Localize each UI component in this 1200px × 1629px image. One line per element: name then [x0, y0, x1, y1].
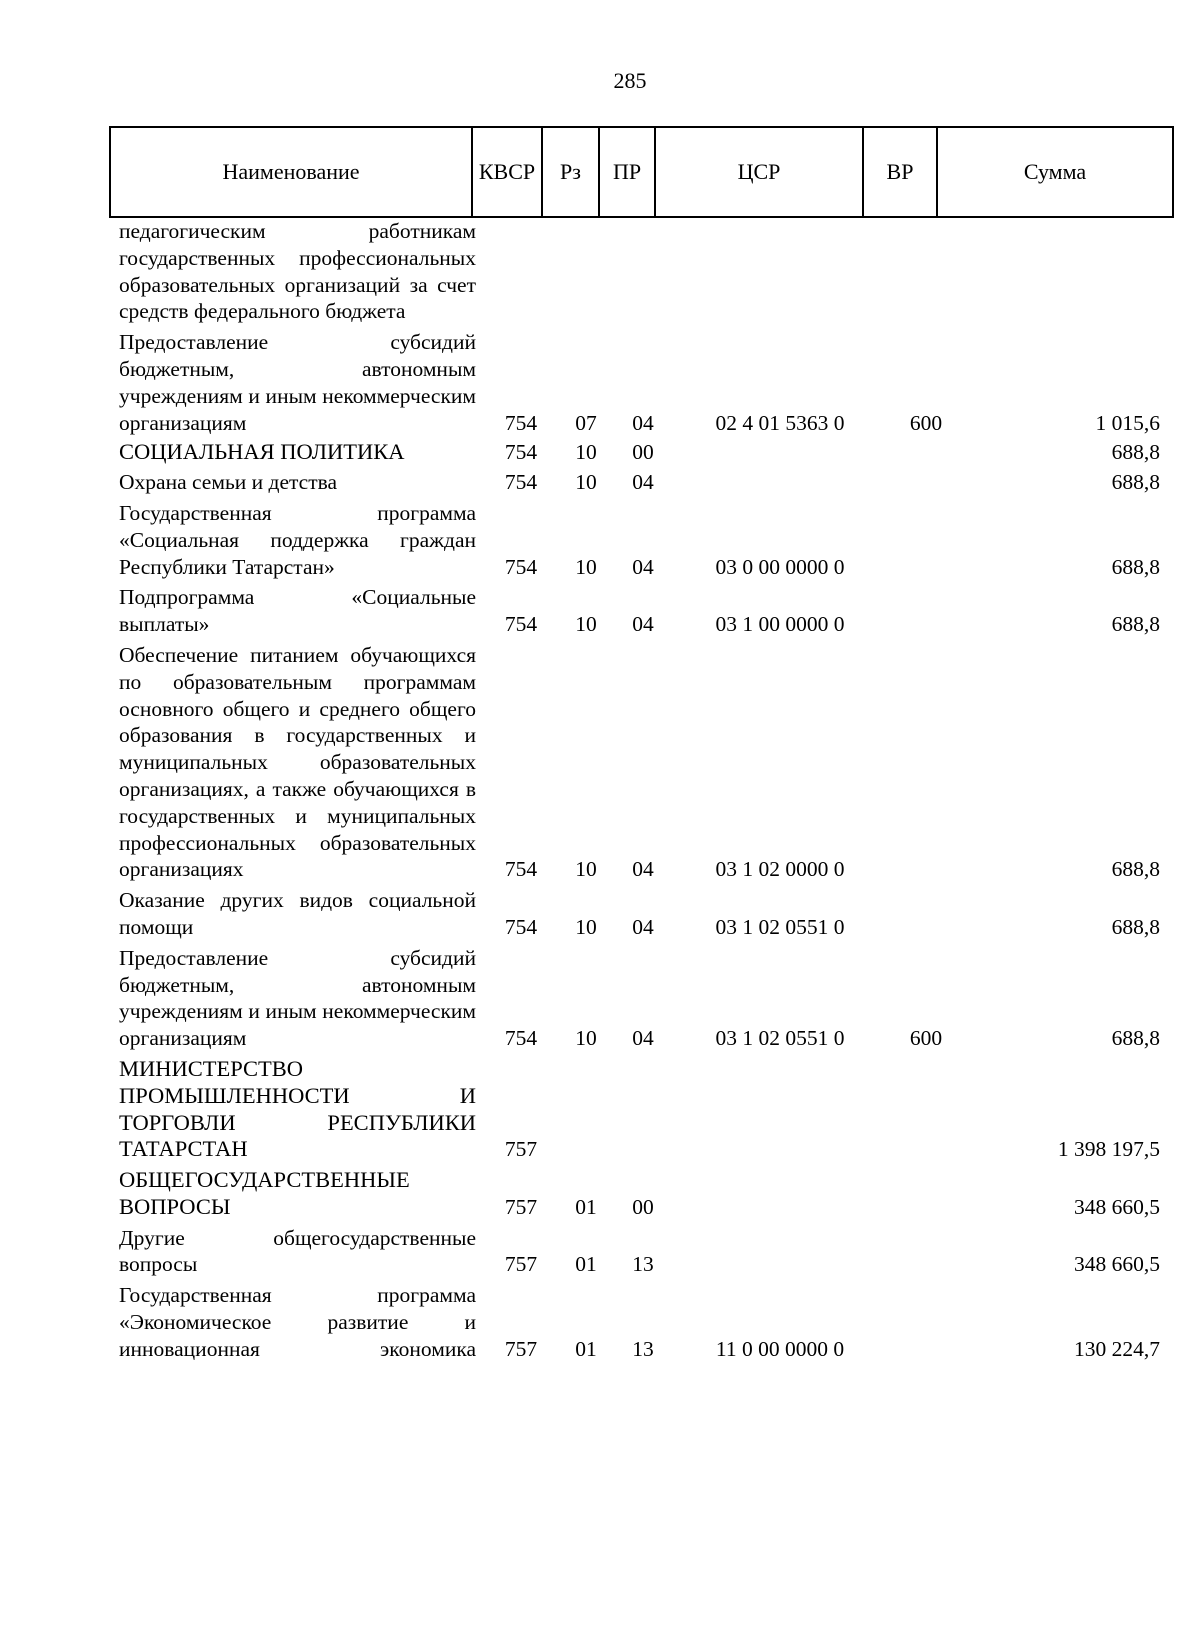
- table-header: [109, 126, 1174, 218]
- row-name: ОБЩЕГОСУДАРСТВЕННЫЕ ВОПРОСЫ: [119, 1167, 410, 1219]
- table-body: [0, 218, 1200, 1363]
- row-sum: 1 398 197,5: [1057, 1137, 1160, 1162]
- row-sum: 688,8: [1111, 914, 1160, 939]
- row-name: Предоставление субсидий бюджетным, автономным учреждениям и иным некоммерческим организациям: [119, 330, 476, 435]
- row-csr: 03 1 00 0000 0: [715, 612, 845, 637]
- table-row: [0, 329, 1200, 436]
- header-vr: ВР: [863, 127, 937, 217]
- row-sum: 130 224,7: [1074, 1336, 1160, 1361]
- table-row: [0, 439, 1200, 466]
- row-rz: 10: [575, 470, 597, 495]
- row-pr: 04: [632, 470, 654, 495]
- row-kvsr: 757: [504, 1336, 538, 1361]
- row-rz: 10: [575, 440, 597, 465]
- header-name: Наименование: [110, 127, 472, 217]
- row-name: Государственная программа «Экономическое развитие и инновационная экономика: [119, 1283, 476, 1361]
- row-pr: 04: [632, 554, 654, 579]
- row-sum: 1 015,6: [1095, 410, 1160, 435]
- row-kvsr: 754: [504, 1026, 538, 1051]
- row-sum: 688,8: [1111, 857, 1160, 882]
- row-csr: 03 1 02 0551 0: [715, 914, 845, 939]
- row-csr: 11 0 00 0000 0: [715, 1336, 845, 1361]
- row-vr: 600: [909, 410, 943, 435]
- row-name: Охрана семьи и детства: [119, 470, 338, 495]
- row-sum: 688,8: [1111, 1026, 1160, 1051]
- page-number: 285: [613, 68, 647, 93]
- table-row: [0, 1167, 1200, 1221]
- row-pr: 04: [632, 1026, 654, 1051]
- row-pr: 13: [632, 1336, 654, 1361]
- header-sum: Сумма: [937, 127, 1173, 217]
- row-kvsr: 757: [504, 1252, 538, 1277]
- row-sum: 348 660,5: [1074, 1194, 1160, 1219]
- row-name: МИНИСТЕРСТВО ПРОМЫШЛЕННОСТИ И ТОРГОВЛИ РЕСПУБЛИКИ ТАТАРСТАН: [119, 1055, 476, 1162]
- header-csr: ЦСР: [655, 127, 863, 217]
- row-pr: 13: [632, 1252, 654, 1277]
- row-kvsr: 754: [504, 857, 538, 882]
- row-name: Государственная программа «Социальная поддержка граждан Республики Татарстан»: [119, 500, 476, 579]
- row-pr: 04: [632, 857, 654, 882]
- row-name: СОЦИАЛЬНАЯ ПОЛИТИКА: [119, 439, 405, 465]
- row-kvsr: 754: [504, 914, 538, 939]
- row-sum: 348 660,5: [1074, 1252, 1160, 1277]
- row-kvsr: 754: [504, 440, 538, 465]
- table-row: [0, 1056, 1200, 1163]
- table-row: [0, 642, 1200, 883]
- table-row: [0, 584, 1200, 638]
- header-pr: ПР: [599, 127, 655, 217]
- row-rz: 10: [575, 914, 597, 939]
- row-pr: 00: [632, 1194, 654, 1219]
- table-row: [0, 1225, 1200, 1279]
- row-sum: 688,8: [1111, 440, 1160, 465]
- row-rz: 10: [575, 1026, 597, 1051]
- row-csr: 02 4 01 5363 0: [715, 410, 845, 435]
- row-kvsr: 754: [504, 410, 538, 435]
- row-kvsr: 754: [504, 612, 538, 637]
- header-kvsr: КВСР: [472, 127, 542, 217]
- row-kvsr: 754: [504, 470, 538, 495]
- row-pr: 00: [632, 440, 654, 465]
- table-row: [0, 887, 1200, 941]
- header-rz: Рз: [542, 127, 599, 217]
- row-rz: 01: [575, 1194, 597, 1219]
- row-name: педагогическим работникам государственных профессиональных образовательных организаций за счет средств федерального бюджета: [119, 219, 476, 324]
- row-rz: 10: [575, 554, 597, 579]
- row-name: Предоставление субсидий бюджетным, автономным учреждениям и иным некоммерческим организациям: [119, 945, 476, 1051]
- table-row: [0, 218, 1200, 325]
- row-kvsr: 757: [504, 1137, 538, 1162]
- row-pr: 04: [632, 410, 654, 435]
- row-sum: 688,8: [1111, 470, 1160, 495]
- row-rz: 07: [575, 410, 597, 435]
- row-sum: 688,8: [1111, 612, 1160, 637]
- table-row: [0, 469, 1200, 496]
- row-pr: 04: [632, 612, 654, 637]
- row-name: Обеспечение питанием обучающихся по образовательным программам основного общего и среднего общего образования в государственных и муниципальных образовательных организациях, а также обучающихся в государственных и муниципальных профессиональных образовательных организациях: [119, 642, 476, 882]
- row-kvsr: 757: [504, 1194, 538, 1219]
- row-name: Оказание других видов социальной помощи: [119, 888, 476, 939]
- table-row: [0, 500, 1200, 580]
- row-csr: 03 1 02 0000 0: [715, 857, 845, 882]
- row-csr: 03 1 02 0551 0: [715, 1026, 845, 1051]
- row-csr: 03 0 00 0000 0: [715, 554, 845, 579]
- row-rz: 01: [575, 1336, 597, 1361]
- row-pr: 04: [632, 914, 654, 939]
- table-row: [0, 1282, 1200, 1362]
- row-rz: 10: [575, 612, 597, 637]
- row-name: Другие общегосударственные вопросы: [119, 1225, 476, 1277]
- row-sum: 688,8: [1111, 554, 1160, 579]
- row-rz: 01: [575, 1252, 597, 1277]
- row-rz: 10: [575, 857, 597, 882]
- table-row: [0, 945, 1200, 1052]
- row-kvsr: 754: [504, 554, 538, 579]
- row-name: Подпрограмма «Социальные выплаты»: [119, 585, 476, 637]
- row-vr: 600: [909, 1026, 943, 1051]
